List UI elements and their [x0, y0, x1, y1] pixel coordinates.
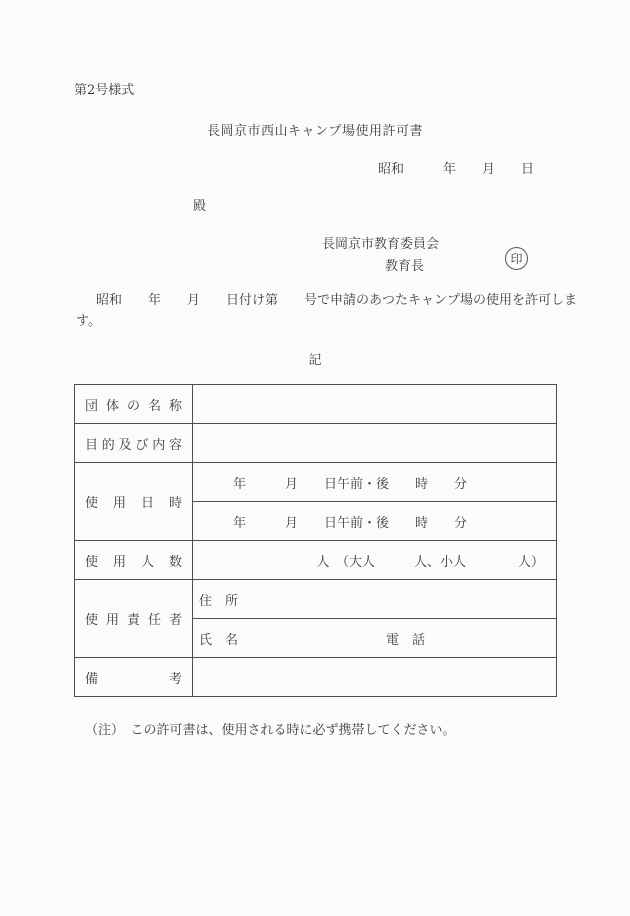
- responsible-label-cell: [75, 580, 193, 658]
- table-row-responsible-address: [75, 580, 557, 619]
- group-name-label: 団 体 の 名 称: [85, 398, 182, 414]
- remarks-label: 備 考: [85, 671, 182, 687]
- issuer-organization: 長岡京市教育委員会: [322, 237, 440, 252]
- group-name-value-cell: [193, 385, 557, 424]
- table-row-remarks: [75, 658, 557, 697]
- form-number-label: 第2号様式: [74, 83, 135, 98]
- address-label: 住 所: [199, 593, 239, 609]
- addressee-honorific: 殿: [193, 199, 207, 214]
- table-row-datetime-1: [75, 463, 557, 502]
- datetime-line2-cell: 年 月 日午前・後 時 分: [193, 502, 557, 541]
- issuer-title: 教育長: [385, 259, 425, 274]
- footnote: （注） この許可書は、使用される時に必ず携帯してください。: [85, 723, 456, 738]
- people-label: 使 用 人 数: [85, 554, 182, 570]
- permit-details-table: [74, 384, 557, 697]
- name-label: 氏 名: [199, 632, 239, 648]
- purpose-label: 目 的 及 び 内 容: [85, 437, 182, 453]
- group-name-label-cell: [75, 385, 193, 424]
- document-title: 長岡京市西山キャンプ場使用許可書: [206, 124, 423, 139]
- people-count-cell: 人 （大人 人、小人 人）: [193, 541, 557, 580]
- purpose-value-cell: [193, 424, 557, 463]
- people-label-cell: [75, 541, 193, 580]
- official-seal-icon: 印: [505, 247, 528, 270]
- table-row-group-name: [75, 385, 557, 424]
- table-row-purpose: [75, 424, 557, 463]
- record-heading: 記: [308, 353, 322, 368]
- purpose-label-cell: [75, 424, 193, 463]
- phone-label: 電 話: [386, 632, 426, 648]
- datetime-line1-cell: 年 月 日午前・後 時 分: [193, 463, 557, 502]
- datetime-label-cell: [75, 463, 193, 541]
- issue-date-line: 昭和 年 月 日: [378, 162, 535, 177]
- remarks-value-cell: [193, 658, 557, 697]
- remarks-label-cell: [75, 658, 193, 697]
- datetime-label: 使 用 日 時: [85, 496, 182, 511]
- permission-body-text: 昭和 年 月 日付け第 号で申請のあつたキャンプ場の使用を許可します。: [76, 293, 578, 329]
- address-cell: [193, 580, 557, 619]
- name-phone-cell: [193, 619, 557, 658]
- table-row-people: [75, 541, 557, 580]
- responsible-label: 使 用 責 任 者: [85, 613, 182, 628]
